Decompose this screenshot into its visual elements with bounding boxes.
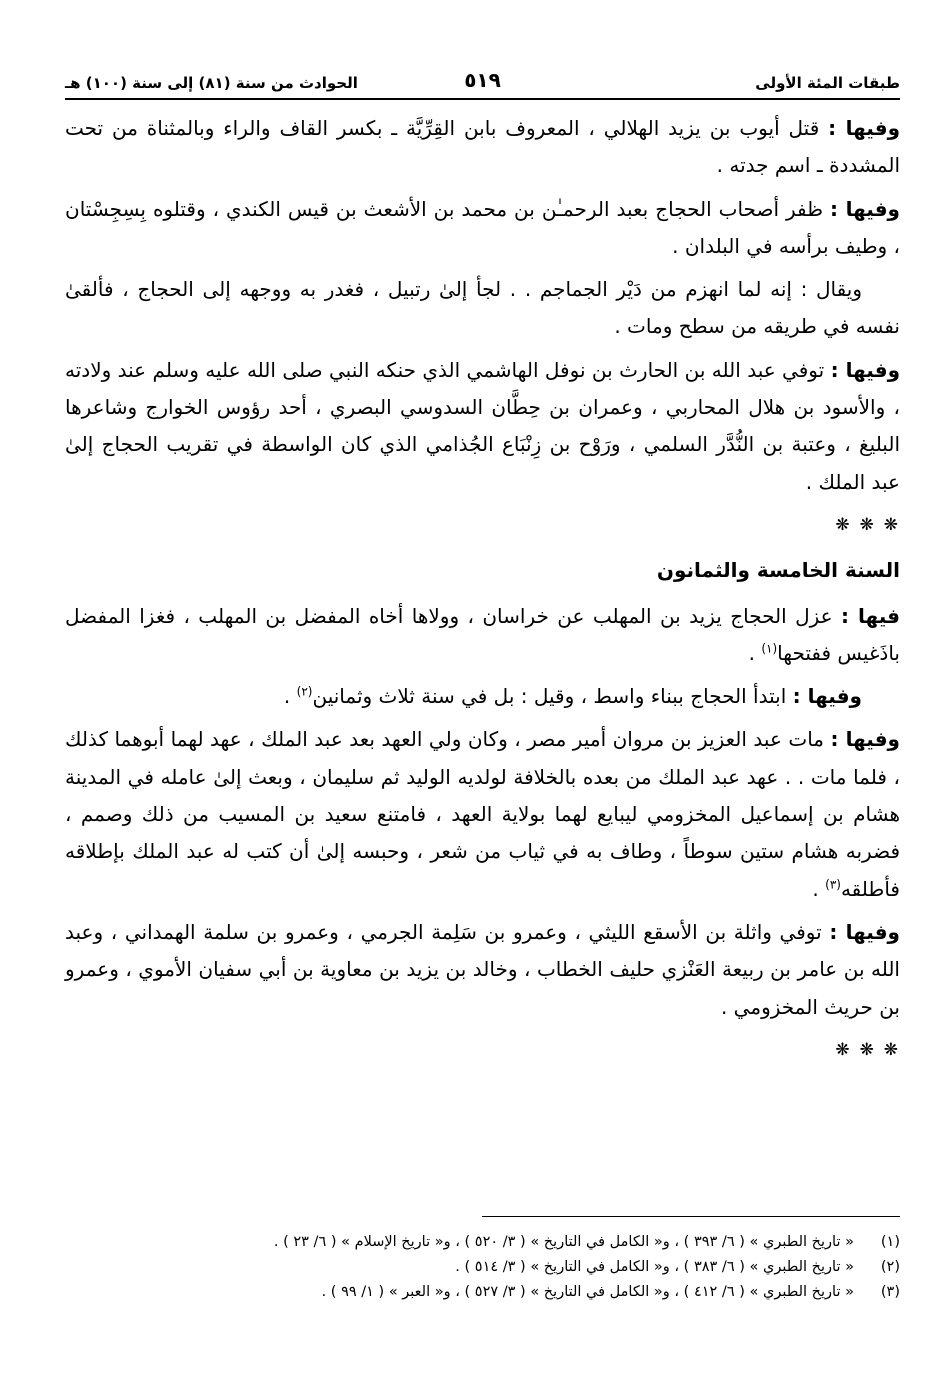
paragraph [65,110,900,185]
paragraph-text: ظفر أصحاب الحجاج بعبد الرحمـٰن بن محمد بن الأشعث بن قيس الكندي ، وقتلوه بِسِجِسْتان ، وطيف برأسه في البلدان . [65,196,900,258]
paragraph-text: قتل أيوب بن يزيد الهلالي ، المعروف بابن القِرِّيَّة ـ بكسر القاف والراء وبالمثناة من تحت المشددة ـ اسم جدته . [65,116,900,178]
footnote [65,1230,900,1255]
section-separator: ❋ ❋ ❋ [835,514,900,535]
paragraph [65,352,900,501]
main-text [65,110,900,1069]
footnote-divider [482,1216,900,1217]
footnote-text: « تاريخ الطبري » ( ٦/ ٣٩٣ ) ، و« الكامل في التاريخ » ( ٣/ ٥٢٠ ) ، و« تاريخ الإسلام » ( ٦/ ٢٣ ) . [273,1234,854,1250]
paragraph-lead: وفيها : [830,357,900,382]
year-heading: السنة الخامسة والثمانون [656,558,900,583]
book-title: طبقات المئة الأولى [755,74,900,92]
section-range: الحوادث من سنة (٨١) إلى سنة (١٠٠) هـ [65,74,358,92]
paragraph-text: عزل الحجاج يزيد بن المهلب عن خراسان ، وولاها أخاه المفضل بن المهلب ، فغزا المفضل باذَغيس ففتحها [65,603,900,665]
footnote-ref[interactable]: (٣) [825,876,841,891]
paragraph [65,721,900,907]
paragraph [65,678,900,715]
footnote-number: (٣) [880,1284,900,1300]
paragraph-text: ويقال : إنه لما انهزم من دَيْر الجماجم . . لجأ إلىٰ رتبيل ، فغدر به ووجهه إلى الحجاج ، فألقىٰ نفسه في طريقه من سطح ومات . [65,277,900,339]
footnote-text: « تاريخ الطبري » ( ٦/ ٣٨٣ ) ، و« الكامل في التاريخ » ( ٣/ ٥١٤ ) . [455,1259,854,1275]
paragraph-tail: . [283,684,297,709]
running-header [65,64,900,100]
paragraph-lead: وفيها : [792,684,862,709]
paragraph-lead: وفيها : [828,116,900,140]
paragraph-lead: وفيها : [829,919,900,944]
paragraph [65,271,900,346]
paragraph-lead: فيها : [841,603,901,628]
footnote-number: (٢) [880,1259,900,1275]
paragraph-text: مات عبد العزيز بن مروان أمير مصر ، وكان ولي العهد بعد عبد الملك ، عهد لهما أبوهما كذلك ، فلما مات . . عهد عبد الملك من بعده بالخلافة لولديه الوليد ثم سليمان ، وبعث إلىٰ عامله في المدينة هشام بن إسماعيل المخزومي ليبايع لهما بولاية العهد ، فامتنع سعيد بن المسيب من ذلك وصمم ، فضربه هشام ستين سوطاً ، وطاف به في ثياب من شعر ، وحبسه إلىٰ أن كتب له عبد الملك بإطلاقه فأطلقه [65,727,900,901]
paragraph [65,598,900,673]
paragraph [65,914,900,1026]
footnote [65,1255,900,1280]
paragraph-text: توفي عبد الله بن الحارث بن نوفل الهاشمي الذي حنكه النبي صلى الله عليه وسلم عند ولادته ، والأسود بن هلال المحاربي ، وعمران بن حِطَّان السدوسي البصري ، أحد رؤوس الخوارج وشاعرها البليغ ، وعتبة بن النُّدَّر السلمي ، ورَوْح بن زِنْبَاع الجُذامي الذي كان الواسطة في تقريب الحجاج إلىٰ عبد الملك . [65,357,900,494]
footnote-text: « تاريخ الطبري » ( ٦/ ٤١٢ ) ، و« الكامل في التاريخ » ( ٣/ ٥٢٧ ) ، و« العبر » ( ١/ ٩٩ ) . [321,1284,854,1300]
paragraph-text: ابتدأ الحجاج ببناء واسط ، وقيل : بل في سنة ثلاث وثمانين [312,684,793,709]
paragraph-text: توفي واثلة بن الأسقع الليثي ، وعمرو بن سَلِمة الجرمي ، وعمرو بن سلمة الهمداني ، وعبد الله بن عامر بن ربيعة العَنْزي حليف الخطاب ، وخالد بن يزيد بن معاوية بن أبي سفيان الأموي ، وعمرو بن حريث المخزومي . [65,919,900,1019]
paragraph-lead: وفيها : [830,196,900,221]
paragraph-tail: . [748,640,762,665]
footnote [65,1280,900,1305]
paragraph-lead: وفيها : [830,727,900,752]
footnote-ref[interactable]: (١) [761,641,778,656]
page-number: ٥١٩ [464,68,501,92]
paragraph-tail: . [812,876,826,901]
section-separator: ❋ ❋ ❋ [835,1039,900,1060]
footnote-number: (١) [880,1234,900,1250]
paragraph [65,191,900,266]
footnotes [65,1230,900,1305]
book-page [65,64,900,1364]
footnote-ref[interactable]: (٢) [296,684,313,699]
